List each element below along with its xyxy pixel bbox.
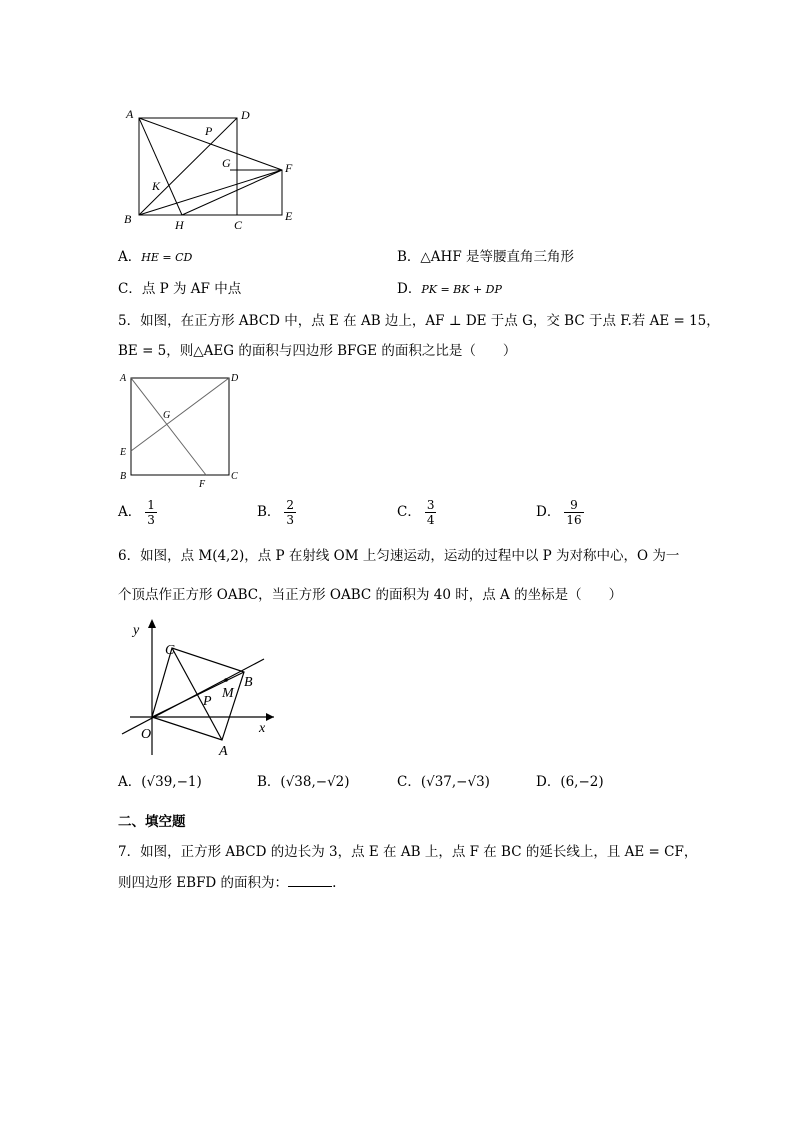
label-K: K — [152, 179, 161, 193]
q6-option-b: B．(√38,−√2) — [257, 774, 350, 790]
q4-option-a: A．HE = CD — [118, 249, 193, 265]
label-D: D — [231, 373, 239, 384]
q7-stem-line1: 7．如图，正方形 ABCD 的边长为 3，点 E 在 AB 上，点 F 在 BC 的延长线上，且 AE = CF， — [118, 844, 698, 860]
label-M: M — [222, 686, 234, 701]
q5-option-b: B． $\frac{2}{3}$ — [257, 498, 295, 527]
q5-option-a: A． $\frac{1}{3}$ — [118, 498, 155, 527]
q4-option-c: C．点 P 为 AF 中点 — [118, 281, 242, 297]
label-C: C — [234, 218, 243, 232]
label-B: B — [120, 471, 127, 482]
label-A: A — [219, 744, 228, 759]
q6-option-d: D．(6,−2) — [536, 774, 604, 790]
figure-q5 — [118, 368, 248, 490]
q5-option-d: D． $\frac{9}{16}$ — [536, 498, 582, 527]
label-P: P — [205, 124, 213, 138]
q4-option-d: D．PK = BK + DP — [397, 281, 502, 297]
label-D: D — [241, 108, 250, 122]
q5-stem-line1: 5．如图，在正方形 ABCD 中，点 E 在 AB 边上，AF ⊥ DE 于点 G，交 BC 于点 F.若 AE = 15， — [118, 313, 720, 329]
label-B: B — [244, 675, 253, 690]
axis-label-y: y — [133, 623, 140, 638]
label-E: E — [120, 447, 127, 458]
label-F: F — [285, 161, 293, 175]
label-H: H — [175, 218, 184, 232]
label-A: A — [126, 107, 134, 121]
q4-option-b: B．△AHF 是等腰直角三角形 — [397, 249, 574, 265]
label-E: E — [285, 209, 293, 223]
q5-option-c: C． $\frac{3}{4}$ — [397, 498, 435, 527]
q6-option-a: A．(√39,−1) — [118, 774, 202, 790]
q7-stem-line2: 则四边形 EBFD 的面积为： . — [118, 872, 336, 893]
label-C: C — [165, 643, 175, 658]
q6-option-c: C．(√37,−√3) — [397, 774, 490, 790]
section-title: 二、填空题 — [118, 814, 186, 830]
axis-label-x: x — [259, 721, 266, 736]
q6-stem-line1: 6．如图，点 M(4,2)，点 P 在射线 OM 上匀速运动，运动的过程中以 P 为对称中心，O 为一 — [118, 548, 680, 564]
q5-stem-line2: BE = 5，则△AEG 的面积与四边形 BFGE 的面积之比是（ ） — [118, 343, 517, 359]
answer-blank[interactable] — [288, 872, 332, 887]
label-C: C — [231, 471, 238, 482]
figure-q6 — [118, 615, 283, 760]
q6-stem-line2: 个顶点作正方形 OABC，当正方形 OABC 的面积为 40 时，点 A 的坐标是（ ） — [118, 587, 623, 603]
figure-q4 — [118, 100, 308, 235]
label-G: G — [222, 156, 231, 170]
label-G: G — [163, 410, 171, 421]
label-P: P — [203, 694, 212, 709]
label-B: B — [124, 212, 132, 226]
label-F: F — [199, 479, 206, 490]
label-A: A — [120, 373, 127, 384]
label-O: O — [141, 727, 152, 742]
